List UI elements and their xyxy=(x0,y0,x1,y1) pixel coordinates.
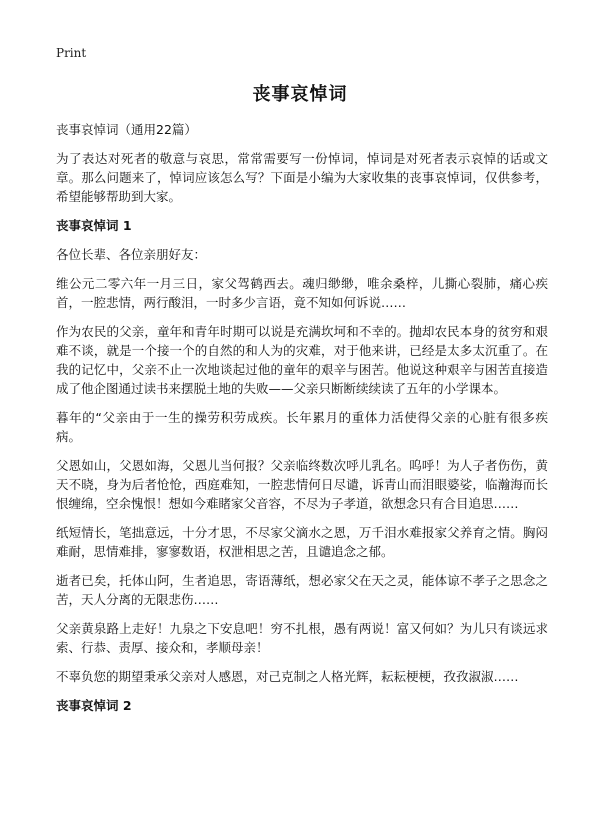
paragraph-3: 作为农民的父亲，童年和青年时期可以说是充满坎坷和不幸的。抛却农民本身的贫穷和艰难不谈，就是一个接一个的自然的和人为的灾难，对于他来讲，已经是太多太沉重了。在我的记忆中，父亲不止一次地谈起过他的童年的艰辛与困苦。他说这种艰辛与困苦直接造成了他企图通过读书来摆脱土地的失败——父亲只断断续续读了五年的小学课本。 xyxy=(56,324,548,396)
page-title: 丧事哀悼词 xyxy=(252,84,348,105)
print-link[interactable]: Print xyxy=(56,46,87,60)
intro-paragraph: 为了表达对死者的敬意与哀思，常常需要写一份悼词，悼词是对死者表示哀悼的话或文章。那么问题来了，悼词应该怎么写？下面是小编为大家收集的丧事哀悼词，仅供参考，希望能够帮助到大家。 xyxy=(56,151,548,204)
paragraph-6: 纸短情长，笔拙意远，十分才思，不尽家父滴水之恩，万千泪水难报家父养育之情。胸闷难耐，思情难排，寥寥数语，权泄相思之苦，且谴追念之郁。 xyxy=(56,525,548,559)
paragraph-7: 逝者已矣，托体山阿，生者追思，寄语薄纸，想必家父在天之灵，能体谅不孝子之思念之苦，天人分离的无限悲伤…… xyxy=(56,573,548,607)
paragraph-4: 暮年的“父亲由于一生的操劳积劳成疾。长年累月的重体力活使得父亲的心脏有很多疾病。 xyxy=(56,410,548,444)
section-heading-1: 丧事哀悼词 1 xyxy=(56,218,132,233)
paragraph-5: 父恩如山，父恩如海，父恩儿当何报？父亲临终数次呼儿乳名。呜呼！为人子者伤伤，黄天不晓，身为后者怆怆，西庭难知，一腔悲情何日尽谴，诉青山而泪眼婆娑，临瀚海而长恨缠绵，空余愧恨！想如今难睹家父音容，不尽为子孝道，欲想念只有合目追思…… xyxy=(56,458,548,511)
document-subtitle: 丧事哀悼词（通用22篇） xyxy=(56,122,197,137)
paragraph-9: 不辜负您的期望秉承父亲对人感恩，对己克制之人格光辉，耘耘梗梗，孜孜淑淑…… xyxy=(56,669,519,684)
section-heading-2: 丧事哀悼词 2 xyxy=(56,698,132,713)
paragraph-greeting: 各位长辈、各位亲朋好友： xyxy=(56,247,207,262)
paragraph-8: 父亲黄泉路上走好！九泉之下安息吧！穷不扎根，愚有两说！富又何如？为儿只有谈远求索、行恭、责厚、接众和，孝顺母亲！ xyxy=(56,621,548,655)
document-body xyxy=(56,120,548,725)
paragraph-2: 维公元二零六年一月三日，家父驾鹤西去。魂归缈缈，唯余桑梓，儿撕心裂肺，痛心疾首，一腔悲情，两行酸泪，一时多少言语，竟不知如何诉说…… xyxy=(56,276,548,310)
